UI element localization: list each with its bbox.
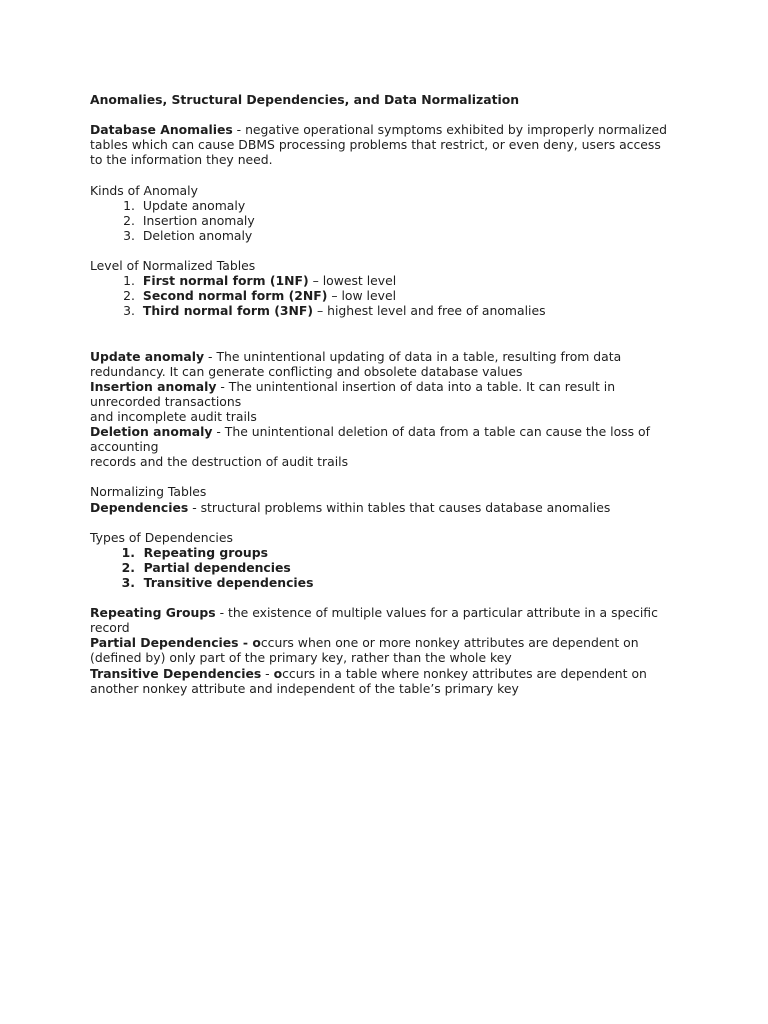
types-list bbox=[90, 545, 690, 590]
repeating-groups-definition: Repeating Groups - the existence of multiple values for a particular attribute in a specific bbox=[90, 605, 658, 621]
insertion-anomaly-line3: and incomplete audit trails bbox=[90, 408, 257, 424]
list-item: 3. Third normal form (3NF) – highest level and free of anomalies bbox=[123, 303, 546, 319]
repeating-groups-term: Repeating Groups bbox=[90, 605, 216, 621]
update-anomaly-definition: Update anomaly - The unintentional updating of data in a table, resulting from data bbox=[90, 348, 622, 364]
transitive-dependencies-line2: another nonkey attribute and independent of the table’s primary key bbox=[90, 680, 519, 696]
types-heading: Types of Dependencies bbox=[90, 529, 233, 545]
list-item: 2. Partial dependencies bbox=[121, 559, 291, 575]
list-item: 1. Repeating groups bbox=[121, 544, 268, 560]
list-item: 3. Deletion anomaly bbox=[123, 227, 253, 243]
deletion-anomaly-line3: records and the destruction of audit trails bbox=[90, 454, 349, 470]
deletion-anomaly-term: Deletion anomaly bbox=[90, 424, 213, 440]
deletion-anomaly-line2: accounting bbox=[90, 439, 159, 455]
transitive-dependencies-term: Transitive Dependencies bbox=[90, 665, 262, 681]
repeating-groups-line2: record bbox=[90, 620, 130, 636]
partial-dependencies-definition: Partial Dependencies - occurs when one or more nonkey attributes are dependent on bbox=[90, 635, 639, 651]
update-anomaly-term: Update anomaly bbox=[90, 348, 205, 364]
db-anomalies-def-line3: to the information they need. bbox=[90, 152, 273, 168]
list-item: 2. Insertion anomaly bbox=[123, 212, 255, 228]
update-anomaly-line2: redundancy. It can generate conflicting and obsolete database values bbox=[90, 363, 523, 379]
insertion-anomaly-line2: unrecorded transactions bbox=[90, 393, 242, 409]
partial-dependencies-line2: (defined by) only part of the primary key, rather than the whole key bbox=[90, 650, 512, 666]
levels-list bbox=[90, 273, 690, 318]
normalizing-heading: Normalizing Tables bbox=[90, 484, 207, 500]
partial-dependencies-term: Partial Dependencies - o bbox=[90, 635, 261, 651]
kinds-list bbox=[90, 198, 690, 243]
levels-heading: Level of Normalized Tables bbox=[90, 258, 256, 274]
insertion-anomaly-definition: Insertion anomaly - The unintentional insertion of data into a table. It can result in bbox=[90, 378, 616, 394]
deletion-anomaly-definition: Deletion anomaly - The unintentional deletion of data from a table can cause the loss of bbox=[90, 424, 650, 440]
list-item: 3. Transitive dependencies bbox=[121, 575, 314, 590]
list-item: 2. Second normal form (2NF) – low level bbox=[123, 288, 397, 304]
dependencies-definition: Dependencies - structural problems within tables that causes database anomalies bbox=[90, 499, 611, 515]
db-anomalies-term: Database Anomalies bbox=[90, 122, 233, 138]
db-anomalies-def-line2: tables which can cause DBMS processing problems that restrict, or even deny, users access bbox=[90, 137, 661, 153]
db-anomalies-definition bbox=[90, 122, 690, 137]
document-title: Anomalies, Structural Dependencies, and Data Normalization bbox=[90, 92, 520, 107]
insertion-anomaly-term: Insertion anomaly bbox=[90, 378, 217, 394]
kinds-heading: Kinds of Anomaly bbox=[90, 182, 198, 198]
transitive-dependencies-definition: Transitive Dependencies - occurs in a table where nonkey attributes are dependent on bbox=[90, 665, 647, 681]
document-page bbox=[90, 92, 690, 696]
dependencies-term: Dependencies bbox=[90, 499, 189, 515]
list-item: 1. First normal form (1NF) – lowest level bbox=[123, 273, 397, 289]
db-anomalies-def-line1: - negative operational symptoms exhibited by improperly normalized bbox=[232, 122, 667, 138]
list-item: 1. Update anomaly bbox=[123, 197, 246, 213]
